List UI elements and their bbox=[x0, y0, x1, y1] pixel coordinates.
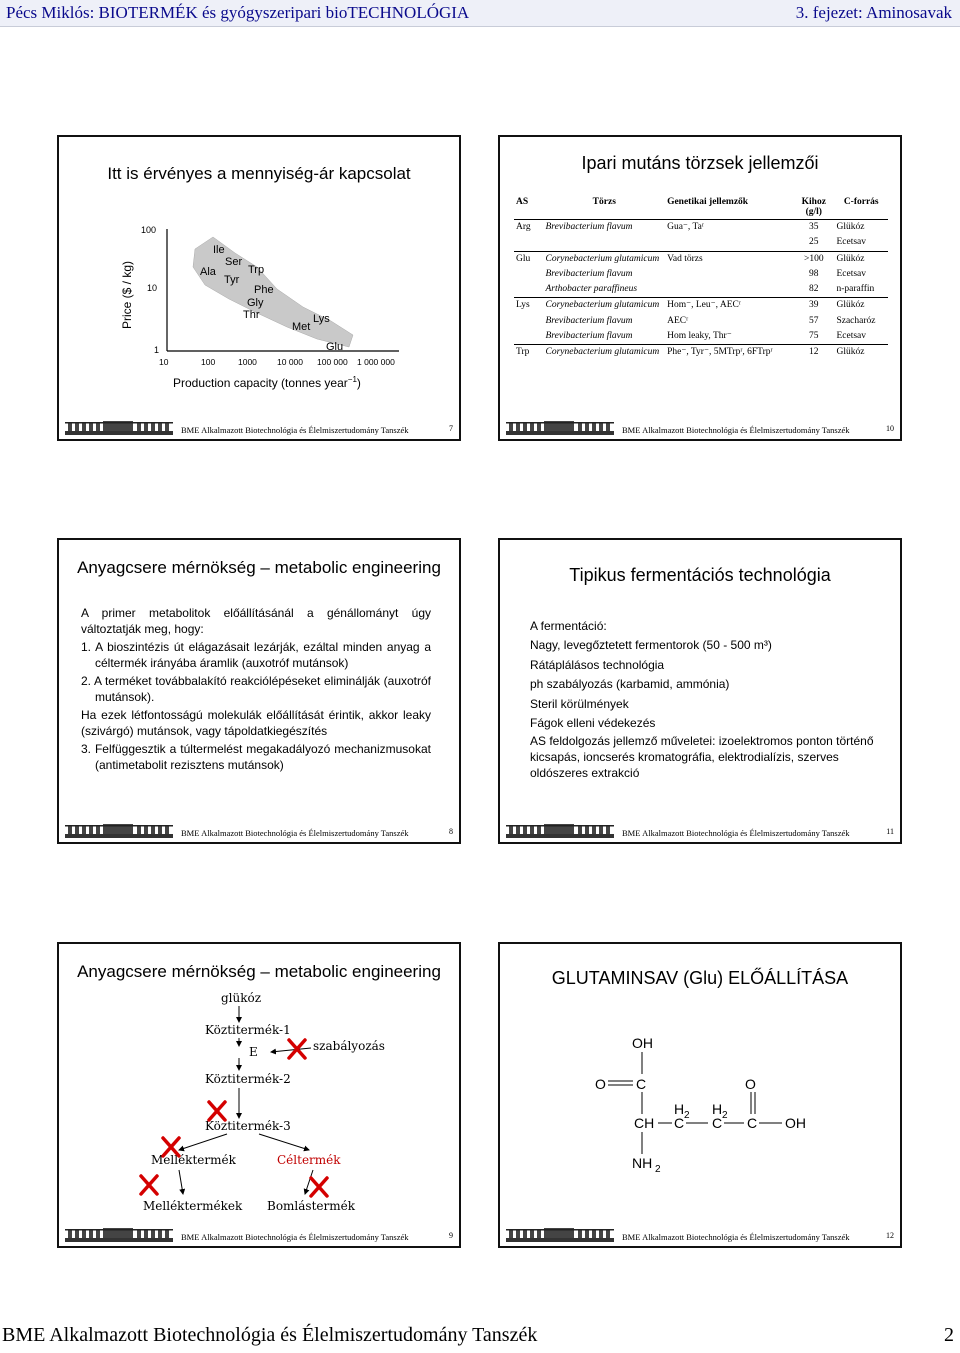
list-item: 1. A bioszintézis út elágazásait lezárják, ezáltal minden anyag a céltermék irányába áramlik (auxotróf mutánsok) bbox=[81, 640, 431, 670]
atom-nh2: NH bbox=[632, 1155, 653, 1171]
footer-text: BME Alkalmazott Biotechnológia és Élelmiszertudomány Tanszék bbox=[181, 828, 409, 838]
glutamic-acid-structure bbox=[500, 1028, 900, 1188]
atom-o-right: O bbox=[745, 1076, 756, 1092]
atom-ch: CH bbox=[634, 1115, 655, 1131]
slide-footer bbox=[59, 417, 459, 439]
footer-text: BME Alkalmazott Biotechnológia és Élelmiszertudomány Tanszék bbox=[622, 1232, 850, 1242]
point-label-lys: Lys bbox=[313, 313, 330, 325]
slide-footer bbox=[59, 820, 459, 842]
slide-7 bbox=[57, 135, 461, 441]
y-tick-label: 100 bbox=[141, 225, 157, 235]
paragraph: Ha ezek létfontosságú molekulák előállítását érintik, akkor leaky (szivárgó) mutánsok, vagy tápoldatkiegészítés bbox=[81, 708, 431, 738]
table-row: Lys Corynebacterium glutamicum Hom⁻, Leu⁻, AECʳ 39 Glükóz bbox=[514, 298, 888, 314]
footer-text: BME Alkalmazott Biotechnológia és Élelmiszertudomány Tanszék bbox=[622, 425, 850, 435]
x-tick-label: 10 bbox=[159, 357, 169, 367]
page-footer bbox=[0, 1321, 960, 1347]
table-row: Arg Brevibacterium flavum Gua⁻, Taʳ 35 Glükóz bbox=[514, 220, 888, 236]
table-row: Brevibacterium flavum Hom leaky, Thr⁻ 75 Ecetsav bbox=[545, 331, 867, 342]
node-celtermek: Céltermék bbox=[277, 1153, 341, 1167]
footer-text: BME Alkalmazott Biotechnológia és Élelmiszertudomány Tanszék bbox=[181, 425, 409, 435]
university-building-logo bbox=[506, 1227, 614, 1243]
text-line: A fermentáció: bbox=[530, 619, 607, 633]
slide-footer bbox=[500, 820, 900, 842]
price-capacity-chart bbox=[117, 209, 407, 399]
page-number: 7 bbox=[449, 424, 453, 433]
point-label-glu: Glu bbox=[326, 341, 344, 353]
point-label-tyr: Tyr bbox=[224, 274, 240, 286]
mutant-strains-table bbox=[514, 195, 888, 361]
point-label-thr: Thr bbox=[243, 309, 260, 321]
block-x-icon bbox=[141, 1176, 157, 1194]
node-bomlastermek: Bomlástermék bbox=[267, 1199, 355, 1213]
paragraph: AS feldolgozás jellemző műveletei: izoelektromos ponton történő kicsapás, ioncserés kromatográfia, elektrodialízis, szerves oldószeres extrakció bbox=[530, 734, 874, 781]
paragraph: A primer metabolitok előállításánál a génállományt úgy változtatják meg, hogy: bbox=[81, 606, 431, 636]
table-row: Brevibacterium flavum AECʳ 57 Szacharóz bbox=[545, 315, 876, 326]
page-number: 10 bbox=[886, 424, 894, 433]
slide-title: Tipikus fermentációs technológia bbox=[569, 565, 831, 585]
header-left: Pécs Miklós: BIOTERMÉK és gyógyszeripari bioTECHNOLÓGIA bbox=[6, 3, 470, 22]
header-right: 3. fejezet: Aminosavak bbox=[795, 3, 952, 22]
block-x-icon bbox=[209, 1102, 225, 1120]
atom-c3: C bbox=[712, 1115, 723, 1131]
table-row: Glu Corynebacterium glutamicum Vad törzs >100 Glükóz bbox=[514, 251, 888, 267]
atom-h2-a: H bbox=[674, 1101, 685, 1117]
metabolic-pathway-diagram bbox=[59, 988, 459, 1228]
footer-text: BME Alkalmazott Biotechnológia és Élelmiszertudomány Tanszék bbox=[181, 1232, 409, 1242]
x-tick-label: 10 000 bbox=[277, 357, 303, 367]
list-item: 2. A terméket továbbalakító reakciólépéseket eliminálják (auxotróf mutánsok). bbox=[81, 674, 431, 704]
atom-c2: C bbox=[674, 1115, 685, 1131]
slide-title: Anyagcsere mérnökség – metabolic engineering bbox=[77, 962, 441, 981]
col-header: AS bbox=[514, 195, 543, 220]
slide-footer bbox=[500, 1224, 900, 1246]
footer-text: BME Alkalmazott Biotechnológia és Élelmiszertudomány Tanszék bbox=[622, 828, 850, 838]
slide-9 bbox=[57, 942, 461, 1248]
table-header-row bbox=[514, 195, 888, 220]
page-number: 12 bbox=[886, 1231, 894, 1240]
atom-nh2-sub: 2 bbox=[655, 1164, 661, 1175]
atom-oh-right: OH bbox=[785, 1115, 806, 1131]
y-axis-label: Price ($ / kg) bbox=[120, 260, 134, 329]
text-line: Rátáplálásos technológia bbox=[530, 657, 665, 672]
atom-c-left: C bbox=[636, 1076, 647, 1092]
text-line: ph szabályozás (karbamid, ammónia) bbox=[530, 677, 730, 692]
page-number: 9 bbox=[449, 1231, 453, 1240]
node-szabalyozas: szabályozás bbox=[313, 1039, 385, 1053]
slide-title: Ipari mutáns törzsek jellemzői bbox=[581, 153, 819, 173]
text-line: Steril körülmények bbox=[530, 696, 629, 711]
x-axis-label: Production capacity (tonnes year$^{-1}$) bbox=[173, 375, 361, 390]
atom-oh-top: OH bbox=[632, 1035, 653, 1051]
block-marks bbox=[141, 1040, 327, 1196]
slide-title: GLUTAMINSAV (Glu) ELŐÁLLÍTÁSA bbox=[551, 968, 849, 988]
page-footer-text: BME Alkalmazott Biotechnológia és Élelmiszertudomány Tanszék bbox=[2, 1324, 538, 1346]
x-tick-label: 1000 bbox=[238, 357, 257, 367]
slide-12 bbox=[498, 942, 902, 1248]
university-building-logo bbox=[506, 420, 614, 436]
page-footer-number: 2 bbox=[944, 1324, 954, 1346]
atom-h2-b: H bbox=[712, 1101, 723, 1117]
point-label-ala: Ala bbox=[200, 266, 216, 278]
atom-c4: C bbox=[747, 1115, 758, 1131]
y-tick-label: 1 bbox=[154, 345, 160, 355]
atom-o-left: O bbox=[595, 1076, 606, 1092]
col-header: C-forrás bbox=[834, 195, 888, 220]
point-label-trp: Trp bbox=[248, 264, 265, 276]
atom-h2-a-sub: 2 bbox=[684, 1110, 690, 1121]
node-koztitermek-2: Köztitermék-2 bbox=[205, 1072, 291, 1086]
slide-body bbox=[530, 617, 880, 781]
slide-footer bbox=[500, 417, 900, 439]
slide-title: Anyagcsere mérnökség – metabolic engineering bbox=[77, 558, 441, 577]
x-tick-label: 1 000 000 bbox=[357, 357, 395, 367]
node-glukoz: glükóz bbox=[221, 991, 262, 1005]
slide-10 bbox=[498, 135, 902, 441]
node-mellektermekek: Melléktermékek bbox=[143, 1199, 243, 1213]
col-header: Genetikai jellemzők bbox=[665, 195, 793, 220]
text-line: Fágok elleni védekezés bbox=[530, 716, 656, 731]
university-building-logo bbox=[506, 823, 614, 839]
y-tick-label: 10 bbox=[147, 283, 158, 293]
list-item: 3. Felfüggesztik a túltermelést megakadályozó mechanizmusokat (antimetabolit rezisztens mutánsok) bbox=[81, 742, 431, 772]
slide-8 bbox=[57, 538, 461, 844]
col-header: Törzs bbox=[543, 195, 665, 220]
point-label-ile: Ile bbox=[213, 244, 225, 256]
node-mellektermek: Melléktermék bbox=[151, 1153, 236, 1167]
page-number: 8 bbox=[449, 827, 453, 836]
university-building-logo bbox=[65, 420, 173, 436]
x-tick-label: 100 bbox=[201, 357, 216, 367]
atom-h2-b-sub: 2 bbox=[722, 1110, 728, 1121]
university-building-logo bbox=[65, 1227, 173, 1243]
slide-11 bbox=[498, 538, 902, 844]
x-tick-label: 100 000 bbox=[317, 357, 348, 367]
table-row: Brevibacterium flavum 98 Ecetsav bbox=[545, 268, 867, 279]
col-header: Kihoz (g/l) bbox=[793, 195, 834, 220]
point-label-phe: Phe bbox=[254, 284, 274, 296]
page-header bbox=[0, 0, 960, 27]
table-row: 25 Ecetsav bbox=[809, 237, 867, 248]
point-label-met: Met bbox=[292, 321, 311, 333]
table-row: Trp Corynebacterium glutamicum Phe⁻, Tyr⁻, 5MTrpʳ, 6FTrpʳ 12 Glükóz bbox=[514, 345, 888, 361]
node-enzyme: E bbox=[249, 1045, 258, 1059]
node-koztitermek-1: Köztitermék-1 bbox=[205, 1023, 291, 1037]
point-label-gly: Gly bbox=[247, 297, 264, 309]
university-building-logo bbox=[65, 823, 173, 839]
page-number: 11 bbox=[886, 827, 894, 836]
slide-body bbox=[81, 606, 431, 776]
slide-title: Itt is érvényes a mennyiség-ár kapcsolat bbox=[107, 164, 411, 183]
text-line: Nagy, levegőztetett fermentorok (50 - 500 m³) bbox=[530, 638, 772, 653]
table-row: Arthobacter paraffineus 82 n-paraffin bbox=[545, 284, 875, 295]
node-koztitermek-3: Köztitermék-3 bbox=[205, 1119, 291, 1133]
block-x-icon bbox=[311, 1178, 327, 1196]
point-label-ser: Ser bbox=[225, 256, 243, 268]
slide-footer bbox=[59, 1224, 459, 1246]
